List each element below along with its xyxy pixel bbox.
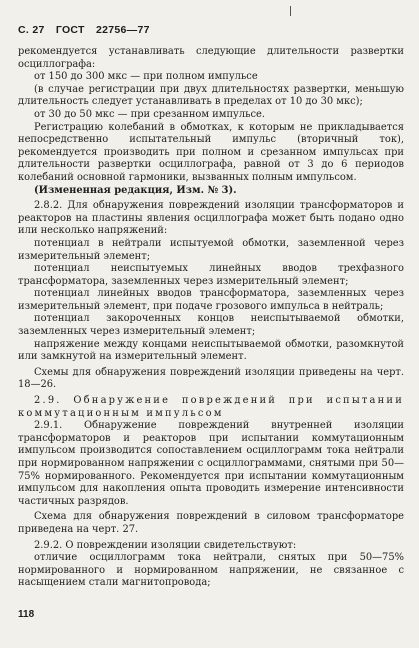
paragraph: от 150 до 300 мкс — при полном импульсе [34,71,258,83]
paragraph: 2.8.2. Для обнаружения повреждений изоляции трансформаторов и реакторов на пластины явления осциллографа может быть подано одно или несколько напряжений: [18,200,404,237]
section-heading: 2.9. Обнаружение повреждений при испытании коммутационным импульсом [18,395,404,419]
header-number: 22756—77 [95,24,150,36]
paragraph: Схема для обнаружения повреждений в силовом трансформаторе приведена на черт. 27. [18,511,404,535]
paragraph: отличие осциллограмм тока нейтрали, снятых при 50—75% нормированного и нормированном напряжении, не связанное с насыщением стали магнитопровода; [18,552,404,589]
document-page [18,0,406,648]
paragraph: потенциал в нейтрали испытуемой обмотки, заземленной через измерительный элемент; [18,237,404,262]
paragraph: Схемы для обнаружения повреждений изоляции приведены на черт. 18—26. [18,366,404,391]
paragraph: потенциал линейных вводов трансформатора, заземленных через измерительный элемент, при подаче грозового импульса в нейтраль; [18,288,404,312]
page-header [18,24,158,36]
header-page: С. 27 [18,24,45,36]
paragraph: (в случае регистрации при двух длительностях развертки, меньшую длительность следует устанавливать в пределах от 10 до 30 мкс); [18,83,404,108]
page-number: 118 [18,609,35,620]
header-standard: ГОСТ [55,24,85,36]
paragraph: потенциал неиспытуемых линейных вводов трехфазного трансформатора, заземленных через измерительный элемент; [18,263,404,287]
paragraph: Регистрацию колебаний в обмотках, к которым не прикладывается непосредственно испытательный импульс (вторичный ток), рекомендуется производить при полном и срезанном импульсах при длительности развертки осциллографа, равной от 3 до 6 периодов колебаний основной гармоники, вызванных полным импульсом. [18,121,404,183]
paragraph: 2.9.1. Обнаружение повреждений внутренней изоляции трансформаторов и реакторов при испытании коммутационным импульсом производится сопоставлением осциллограмм тока нейтрали при нормированном напряжении с осциллограммами, снятыми при 50—75% нормированного. Рекомендуется при испытании коммутационным импульсом для накопления опыта проводить измерение интенсивности частичных разрядов. [18,420,404,507]
amendment-note: (Измененная редакция, Изм. № 3). [34,184,237,196]
paragraph: потенциал закороченных концов неиспытываемой обмотки, заземленных через измерительный элемент; [18,313,404,338]
paragraph: напряжение между концами неиспытываемой обмотки, разомкнутой или замкнутой на измерительный элемент. [18,338,404,363]
paragraph: рекомендуется устанавливать следующие длительности развертки осциллографа: [18,46,404,70]
document-body [18,46,404,590]
paragraph: от 30 до 50 мкс — при срезанном импульсе. [34,108,265,120]
paragraph: 2.9.2. О повреждении изоляции свидетельствуют: [34,539,297,551]
